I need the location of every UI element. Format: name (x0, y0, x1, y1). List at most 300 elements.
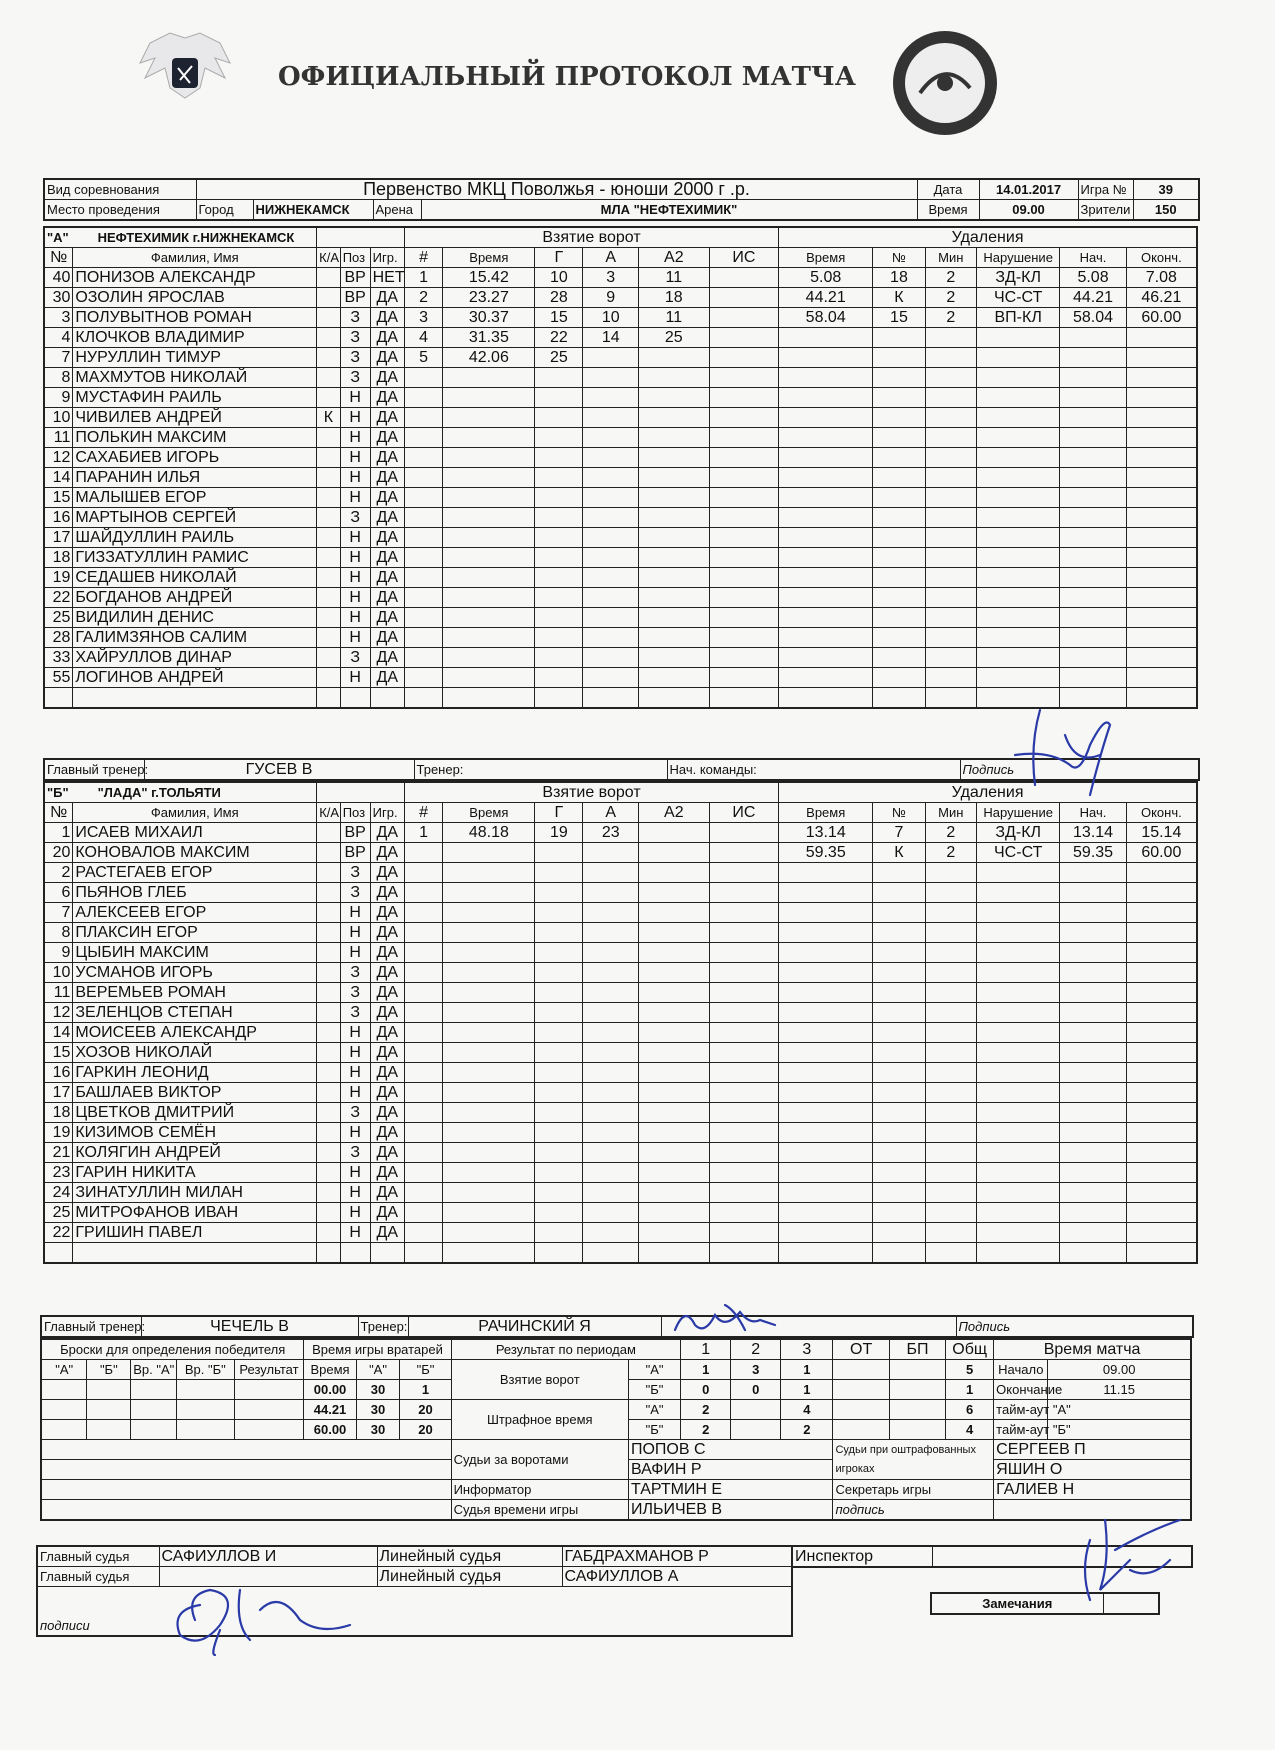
player-no: 55 (44, 668, 73, 688)
penalty-start (1060, 1183, 1126, 1203)
player-position: Н (340, 488, 370, 508)
player-played: НЕТ (370, 268, 404, 288)
goal-assist-2 (639, 1183, 710, 1203)
penalty-player (873, 688, 925, 709)
penalty-end (1126, 1163, 1197, 1183)
player-name: БАШЛАЕВ ВИКТОР (73, 1083, 317, 1103)
penalty-minutes (925, 1003, 976, 1023)
player-name: ГАРКИН ЛЕОНИД (73, 1063, 317, 1083)
col-g_idx: # (404, 803, 442, 823)
player-no: 33 (44, 648, 73, 668)
goal-assist-1 (583, 668, 639, 688)
goal-assist-2: 18 (639, 288, 710, 308)
penalty-violation (976, 588, 1059, 608)
penalty-time: 58.04 (779, 308, 873, 328)
goal-index (404, 1043, 442, 1063)
goal-time (443, 843, 535, 863)
goal-situation (709, 923, 779, 943)
player-captain (317, 1023, 341, 1043)
team-b-table (43, 781, 1198, 1264)
player-no: 14 (44, 468, 73, 488)
goal-scorer (535, 428, 583, 448)
gk-a: 30 (356, 1400, 400, 1420)
penalty-end (1126, 528, 1197, 548)
time-value: 09.00 (979, 200, 1078, 221)
goal-assist-2 (639, 528, 710, 548)
penalty-time (779, 648, 873, 668)
penalty-start: 58.04 (1060, 308, 1126, 328)
table-row (44, 608, 1197, 628)
player-played: ДА (370, 1143, 404, 1163)
penalty-end (1126, 1063, 1197, 1083)
penalty-violation (976, 1043, 1059, 1063)
penalty-player (873, 1043, 925, 1063)
penalty-judge-1: СЕРГЕЕВ П (994, 1440, 1191, 1460)
player-played: ДА (370, 1183, 404, 1203)
penalty-player (873, 568, 925, 588)
gk-time: 44.21 (304, 1400, 356, 1420)
player-name: БОГДАНОВ АНДРЕЙ (73, 588, 317, 608)
penalty-start (1060, 428, 1126, 448)
goal-index (404, 468, 442, 488)
table-row (44, 1183, 1197, 1203)
goal-time (443, 1143, 535, 1163)
player-position: Н (340, 428, 370, 448)
goal-scorer (535, 1183, 583, 1203)
gk-col: Время (304, 1360, 356, 1380)
player-position: ВР (340, 288, 370, 308)
goal-assist-2 (639, 1143, 710, 1163)
player-captain (317, 1243, 341, 1264)
goal-scorer (535, 408, 583, 428)
penalty-judge-2: ЯШИН О (994, 1460, 1191, 1480)
penalty-end (1126, 448, 1197, 468)
goal-scorer (535, 903, 583, 923)
penalty-player (873, 1123, 925, 1143)
penalty-violation (976, 1223, 1059, 1243)
player-position: Н (340, 1083, 370, 1103)
player-played: ДА (370, 368, 404, 388)
goals-title: Взятие ворот (404, 227, 778, 248)
player-played: ДА (370, 1063, 404, 1083)
goal-index (404, 1223, 442, 1243)
player-position: Н (340, 608, 370, 628)
goal-assist-1 (583, 368, 639, 388)
penalty-start (1060, 608, 1126, 628)
player-no: 16 (44, 508, 73, 528)
goal-scorer (535, 1083, 583, 1103)
penalty-end (1126, 428, 1197, 448)
table-row (44, 628, 1197, 648)
period-value (731, 1400, 781, 1420)
penalty-player (873, 648, 925, 668)
table-row (44, 943, 1197, 963)
team-name: "А" НЕФТЕХИМИК г.НИЖНЕКАМСК (44, 227, 317, 248)
goal-assist-1 (583, 388, 639, 408)
table-row (44, 448, 1197, 468)
player-no: 14 (44, 1023, 73, 1043)
penalty-end (1126, 1143, 1197, 1163)
goal-situation (709, 1243, 779, 1264)
player-name (73, 688, 317, 709)
goal-judge-1: ПОПОВ С (628, 1440, 833, 1460)
goal-time: 42.06 (443, 348, 535, 368)
player-no: 9 (44, 943, 73, 963)
player-position: Н (340, 1163, 370, 1183)
penalty-violation (976, 508, 1059, 528)
penalty-player (873, 488, 925, 508)
table-row (44, 1043, 1197, 1063)
player-position: З (340, 368, 370, 388)
col-ka: К/А (317, 803, 341, 823)
player-played: ДА (370, 903, 404, 923)
col-g_g: Г (535, 803, 583, 823)
goal-index (404, 883, 442, 903)
match-time-value: 11.15 (1048, 1380, 1191, 1400)
table-row (44, 328, 1197, 348)
player-no: 15 (44, 488, 73, 508)
goal-time (443, 468, 535, 488)
penalty-time (779, 1203, 873, 1223)
match-time-title: Время матча (994, 1339, 1191, 1360)
goal-time (443, 1223, 535, 1243)
player-no (44, 1243, 73, 1264)
col-g_is: ИС (709, 803, 779, 823)
goal-assist-2 (639, 548, 710, 568)
goal-time (443, 588, 535, 608)
penalty-end (1126, 943, 1197, 963)
player-no: 18 (44, 548, 73, 568)
penalty-end (1126, 488, 1197, 508)
penalties-title: Удаления (779, 782, 1197, 803)
goal-index (404, 588, 442, 608)
penalty-minutes (925, 1163, 976, 1183)
goal-scorer (535, 863, 583, 883)
head-coach-label: Главный тренер: (44, 759, 144, 780)
goal-index (404, 668, 442, 688)
goal-time (443, 1243, 535, 1264)
goal-assist-2 (639, 863, 710, 883)
gk-b: 20 (400, 1420, 451, 1440)
penalty-minutes (925, 923, 976, 943)
penalty-minutes (925, 608, 976, 628)
penalty-violation (976, 1203, 1059, 1223)
goal-index (404, 408, 442, 428)
player-position (340, 1243, 370, 1264)
penalty-violation (976, 1023, 1059, 1043)
goal-assist-1 (583, 608, 639, 628)
penalty-time (779, 428, 873, 448)
penalty-end (1126, 1243, 1197, 1264)
goal-scorer: 10 (535, 268, 583, 288)
table-row (44, 843, 1197, 863)
penalty-end: 46.21 (1126, 288, 1197, 308)
player-played: ДА (370, 943, 404, 963)
penalty-player (873, 883, 925, 903)
goal-time (443, 648, 535, 668)
penalty-end (1126, 608, 1197, 628)
player-captain (317, 288, 341, 308)
player-position: З (340, 348, 370, 368)
player-position: З (340, 1003, 370, 1023)
goal-judges-label: Судьи за воротами (451, 1440, 628, 1480)
goal-situation (709, 1003, 779, 1023)
penalty-end (1126, 548, 1197, 568)
team-a-signature (1010, 705, 1120, 805)
penalty-end (1126, 1223, 1197, 1243)
goal-assist-1 (583, 1223, 639, 1243)
table-row (44, 528, 1197, 548)
penalty-end (1126, 468, 1197, 488)
goal-assist-2 (639, 628, 710, 648)
penalty-time (779, 468, 873, 488)
penalty-minutes (925, 1243, 976, 1264)
player-captain (317, 448, 341, 468)
penalty-player (873, 1183, 925, 1203)
goal-assist-2 (639, 1043, 710, 1063)
time-label: Время (917, 200, 979, 221)
goal-index: 3 (404, 308, 442, 328)
goal-index: 4 (404, 328, 442, 348)
player-name: ВЕРЕМЬЕВ РОМАН (73, 983, 317, 1003)
match-time-label: Окончание (994, 1380, 1048, 1400)
federation-seal-logo (890, 28, 1000, 138)
player-played: ДА (370, 448, 404, 468)
goal-scorer (535, 883, 583, 903)
penalty-minutes (925, 388, 976, 408)
player-no: 11 (44, 428, 73, 448)
goal-assist-2 (639, 943, 710, 963)
goal-assist-1 (583, 1003, 639, 1023)
player-captain (317, 843, 341, 863)
goal-index (404, 1183, 442, 1203)
penalty-start (1060, 1123, 1126, 1143)
penalty-violation (976, 923, 1059, 943)
table-row (44, 923, 1197, 943)
penalty-minutes: 2 (925, 308, 976, 328)
team-b-signature (665, 1300, 805, 1340)
player-captain (317, 1003, 341, 1023)
goal-situation (709, 468, 779, 488)
player-played: ДА (370, 648, 404, 668)
penalty-time (779, 368, 873, 388)
city-value: НИЖНЕКАМСК (253, 200, 373, 221)
goal-index (404, 428, 442, 448)
penalty-violation (976, 1243, 1059, 1264)
player-played: ДА (370, 628, 404, 648)
penalty-end (1126, 983, 1197, 1003)
period-value (889, 1360, 945, 1380)
player-captain (317, 1043, 341, 1063)
player-name: МИТРОФАНОВ ИВАН (73, 1203, 317, 1223)
table-row (44, 648, 1197, 668)
penalty-player (873, 528, 925, 548)
player-captain (317, 528, 341, 548)
page-title: ОФИЦИАЛЬНЫЙ ПРОТОКОЛ МАТЧА (278, 62, 856, 92)
player-captain (317, 268, 341, 288)
goal-scorer (535, 1223, 583, 1243)
penalty-player (873, 388, 925, 408)
goal-scorer: 19 (535, 823, 583, 843)
table-row (44, 368, 1197, 388)
goal-index (404, 548, 442, 568)
penalty-minutes (925, 408, 976, 428)
goal-time (443, 983, 535, 1003)
penalty-violation (976, 528, 1059, 548)
player-no: 24 (44, 1183, 73, 1203)
goal-situation (709, 983, 779, 1003)
player-played: ДА (370, 863, 404, 883)
player-no: 10 (44, 408, 73, 428)
table-row (41, 1400, 1191, 1420)
period-value (833, 1400, 889, 1420)
signatures-label: подписи (37, 1587, 792, 1637)
table-row (44, 1203, 1197, 1223)
player-captain (317, 608, 341, 628)
goal-scorer (535, 648, 583, 668)
goal-situation (709, 1223, 779, 1243)
goal-assist-1 (583, 528, 639, 548)
player-captain (317, 883, 341, 903)
table-row (44, 1163, 1197, 1183)
penalty-violation (976, 1003, 1059, 1023)
match-time-label: тайм-аут "А" (994, 1400, 1048, 1420)
penalty-end: 15.14 (1126, 823, 1197, 843)
player-captain (317, 648, 341, 668)
penalty-start (1060, 1223, 1126, 1243)
goal-time (443, 408, 535, 428)
goal-time (443, 863, 535, 883)
goal-assist-2 (639, 823, 710, 843)
player-no: 30 (44, 288, 73, 308)
goal-situation (709, 648, 779, 668)
goal-situation (709, 1023, 779, 1043)
penalty-time (779, 328, 873, 348)
period-col: Общ (946, 1339, 994, 1360)
penalty-end: 60.00 (1126, 843, 1197, 863)
goal-index (404, 863, 442, 883)
period-value: 4 (946, 1420, 994, 1440)
penalty-player (873, 963, 925, 983)
table-row (44, 1223, 1197, 1243)
goal-index (404, 943, 442, 963)
period-team: "А" (628, 1400, 680, 1420)
player-played: ДА (370, 428, 404, 448)
penalty-minutes: 2 (925, 823, 976, 843)
signature-label-b: Подпись (956, 1316, 1193, 1337)
linesman-2: САФИУЛЛОВ А (562, 1567, 792, 1587)
goal-index (404, 568, 442, 588)
penalty-player (873, 1223, 925, 1243)
player-position: Н (340, 1043, 370, 1063)
penalty-player (873, 943, 925, 963)
gk-time: 00.00 (304, 1380, 356, 1400)
penalty-violation (976, 1163, 1059, 1183)
head-coach-label-b: Главный тренер: (41, 1316, 141, 1337)
table-row (44, 1103, 1197, 1123)
goal-assist-2: 25 (639, 328, 710, 348)
period-value: 6 (946, 1400, 994, 1420)
penalty-player (873, 1103, 925, 1123)
goal-index (404, 1123, 442, 1143)
goal-situation (709, 608, 779, 628)
goal-assist-1: 3 (583, 268, 639, 288)
col-p_no: № (873, 803, 925, 823)
goal-index: 5 (404, 348, 442, 368)
player-captain (317, 548, 341, 568)
penalty-start (1060, 1203, 1126, 1223)
penalty-time (779, 488, 873, 508)
player-name: АЛЕКСЕЕВ ЕГОР (73, 903, 317, 923)
penalty-time (779, 608, 873, 628)
goal-scorer (535, 923, 583, 943)
player-name: МАРТЫНОВ СЕРГЕЙ (73, 508, 317, 528)
goal-assist-2 (639, 1103, 710, 1123)
goal-situation (709, 548, 779, 568)
goal-situation (709, 348, 779, 368)
penalty-time (779, 528, 873, 548)
period-team: "Б" (628, 1420, 680, 1440)
penalty-violation (976, 943, 1059, 963)
player-captain (317, 508, 341, 528)
goal-index: 1 (404, 268, 442, 288)
player-played: ДА (370, 408, 404, 428)
goal-scorer: 28 (535, 288, 583, 308)
goal-index (404, 1243, 442, 1264)
penalty-judges-label: Судьи при оштрафованных игроках (833, 1440, 994, 1480)
player-played: ДА (370, 1163, 404, 1183)
table-row (44, 1003, 1197, 1023)
goal-scorer (535, 548, 583, 568)
penalty-end (1126, 508, 1197, 528)
penalty-player: К (873, 843, 925, 863)
goal-situation (709, 1163, 779, 1183)
penalty-start (1060, 983, 1126, 1003)
penalty-minutes (925, 1023, 976, 1043)
penalty-minutes (925, 468, 976, 488)
goal-assist-1 (583, 1083, 639, 1103)
goal-assist-1 (583, 843, 639, 863)
player-position: З (340, 508, 370, 528)
goal-index (404, 368, 442, 388)
penalty-player (873, 548, 925, 568)
goal-assist-2 (639, 508, 710, 528)
goal-situation (709, 668, 779, 688)
penalty-end (1126, 568, 1197, 588)
player-captain (317, 923, 341, 943)
player-name (73, 1243, 317, 1264)
goal-judge-2: ВАФИН Р (628, 1460, 833, 1480)
arena-label: Арена (373, 200, 421, 221)
table-row (44, 1123, 1197, 1143)
player-position: Н (340, 1223, 370, 1243)
player-played: ДА (370, 548, 404, 568)
penalty-violation (976, 388, 1059, 408)
player-no: 9 (44, 388, 73, 408)
goal-assist-1 (583, 1183, 639, 1203)
player-no: 7 (44, 348, 73, 368)
col-play: Игр. (370, 803, 404, 823)
player-captain (317, 1223, 341, 1243)
goal-time: 48.18 (443, 823, 535, 843)
table-row (44, 963, 1197, 983)
goal-time (443, 548, 535, 568)
penalty-minutes (925, 428, 976, 448)
table-row (44, 548, 1197, 568)
penalty-minutes (925, 648, 976, 668)
player-position: З (340, 1143, 370, 1163)
penalty-end (1126, 1083, 1197, 1103)
